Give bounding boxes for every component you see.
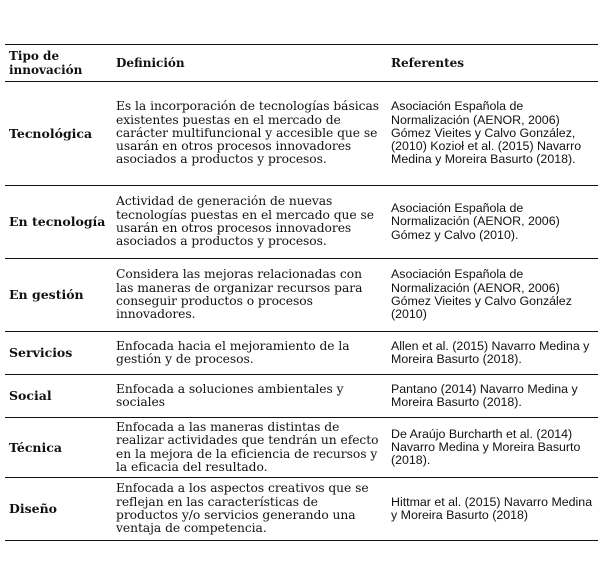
header-definition: Definición xyxy=(116,56,185,70)
row-definition-cell: Enfocada a los aspectos creativos que se reflejan en las características de productos y/o servicios generando una ventaja de competencia. xyxy=(116,481,369,536)
row-type-cell: En tecnología xyxy=(9,214,106,229)
innovation-types-table-container xyxy=(5,44,598,541)
row-type-cell: Servicios xyxy=(9,345,73,360)
row-definition-cell: Actividad de generación de nuevas tecnologías puestas en el mercado que se usarán en otros procesos innovadores asociados a productos y procesos. xyxy=(116,194,375,249)
table-row xyxy=(5,418,598,478)
row-type-cell: Tecnológica xyxy=(9,125,93,141)
row-references-cell: Asociación Española de Normalización (AENOR, 2006) Gómez y Calvo (2010). xyxy=(391,201,560,242)
table-row xyxy=(5,82,598,186)
row-definition-cell: Enfocada a las maneras distintas de realizar actividades que tendrán un efecto en la mejora de la eficiencia de recursos y la eficacia del resultado. xyxy=(116,419,379,474)
header-references: Referentes xyxy=(391,56,465,70)
table-row xyxy=(5,375,598,418)
header-type: Tipo de innovación xyxy=(9,49,83,77)
row-type-cell: En gestión xyxy=(9,287,84,302)
header-row xyxy=(5,45,598,82)
table-body xyxy=(5,82,598,541)
row-references-cell: Hittmar et al. (2015) Navarro Medina y Moreira Basurto (2018) xyxy=(391,494,593,522)
row-type-cell: Técnica xyxy=(9,439,62,455)
innovation-types-table xyxy=(5,44,598,541)
row-references-cell: Asociación Española de Normalización (AENOR, 2006) Gómez Vieites y Calvo González, (2010) Kozioł et al. (2015) Navarro Medina y Moreira Basurto (2018). xyxy=(391,99,582,167)
row-references-cell: Allen et al. (2015) Navarro Medina y Moreira Basurto (2018). xyxy=(391,338,590,366)
row-definition-cell: Considera las mejoras relacionadas con las maneras de organizar recursos para conseguir productos o procesos innovadores. xyxy=(116,267,363,322)
table-row xyxy=(5,478,598,541)
row-type-cell: Social xyxy=(9,388,52,403)
row-definition-cell: Es la incorporación de tecnologías básicas existentes puestas en el mercado de carácter multifuncional y accesible que se usarán en otros procesos innovadores asociados a productos y procesos. xyxy=(116,99,379,167)
row-definition-cell: Enfocada a soluciones ambientales y sociales xyxy=(116,381,344,409)
row-references-cell: Pantano (2014) Navarro Medina y Moreira Basurto (2018). xyxy=(391,381,578,409)
table-row xyxy=(5,259,598,332)
table-row xyxy=(5,186,598,259)
row-definition-cell: Enfocada hacia el mejoramiento de la gestión y de procesos. xyxy=(116,338,350,366)
table-header xyxy=(5,45,598,82)
row-references-cell: Asociación Española de Normalización (AENOR, 2006) Gómez Vieites y Calvo González (2010) xyxy=(391,267,572,322)
row-type-cell: Diseño xyxy=(9,501,58,516)
table-row xyxy=(5,332,598,375)
row-references-cell: De Araújo Burcharth et al. (2014) Navarro Medina y Moreira Basurto (2018). xyxy=(391,426,581,468)
